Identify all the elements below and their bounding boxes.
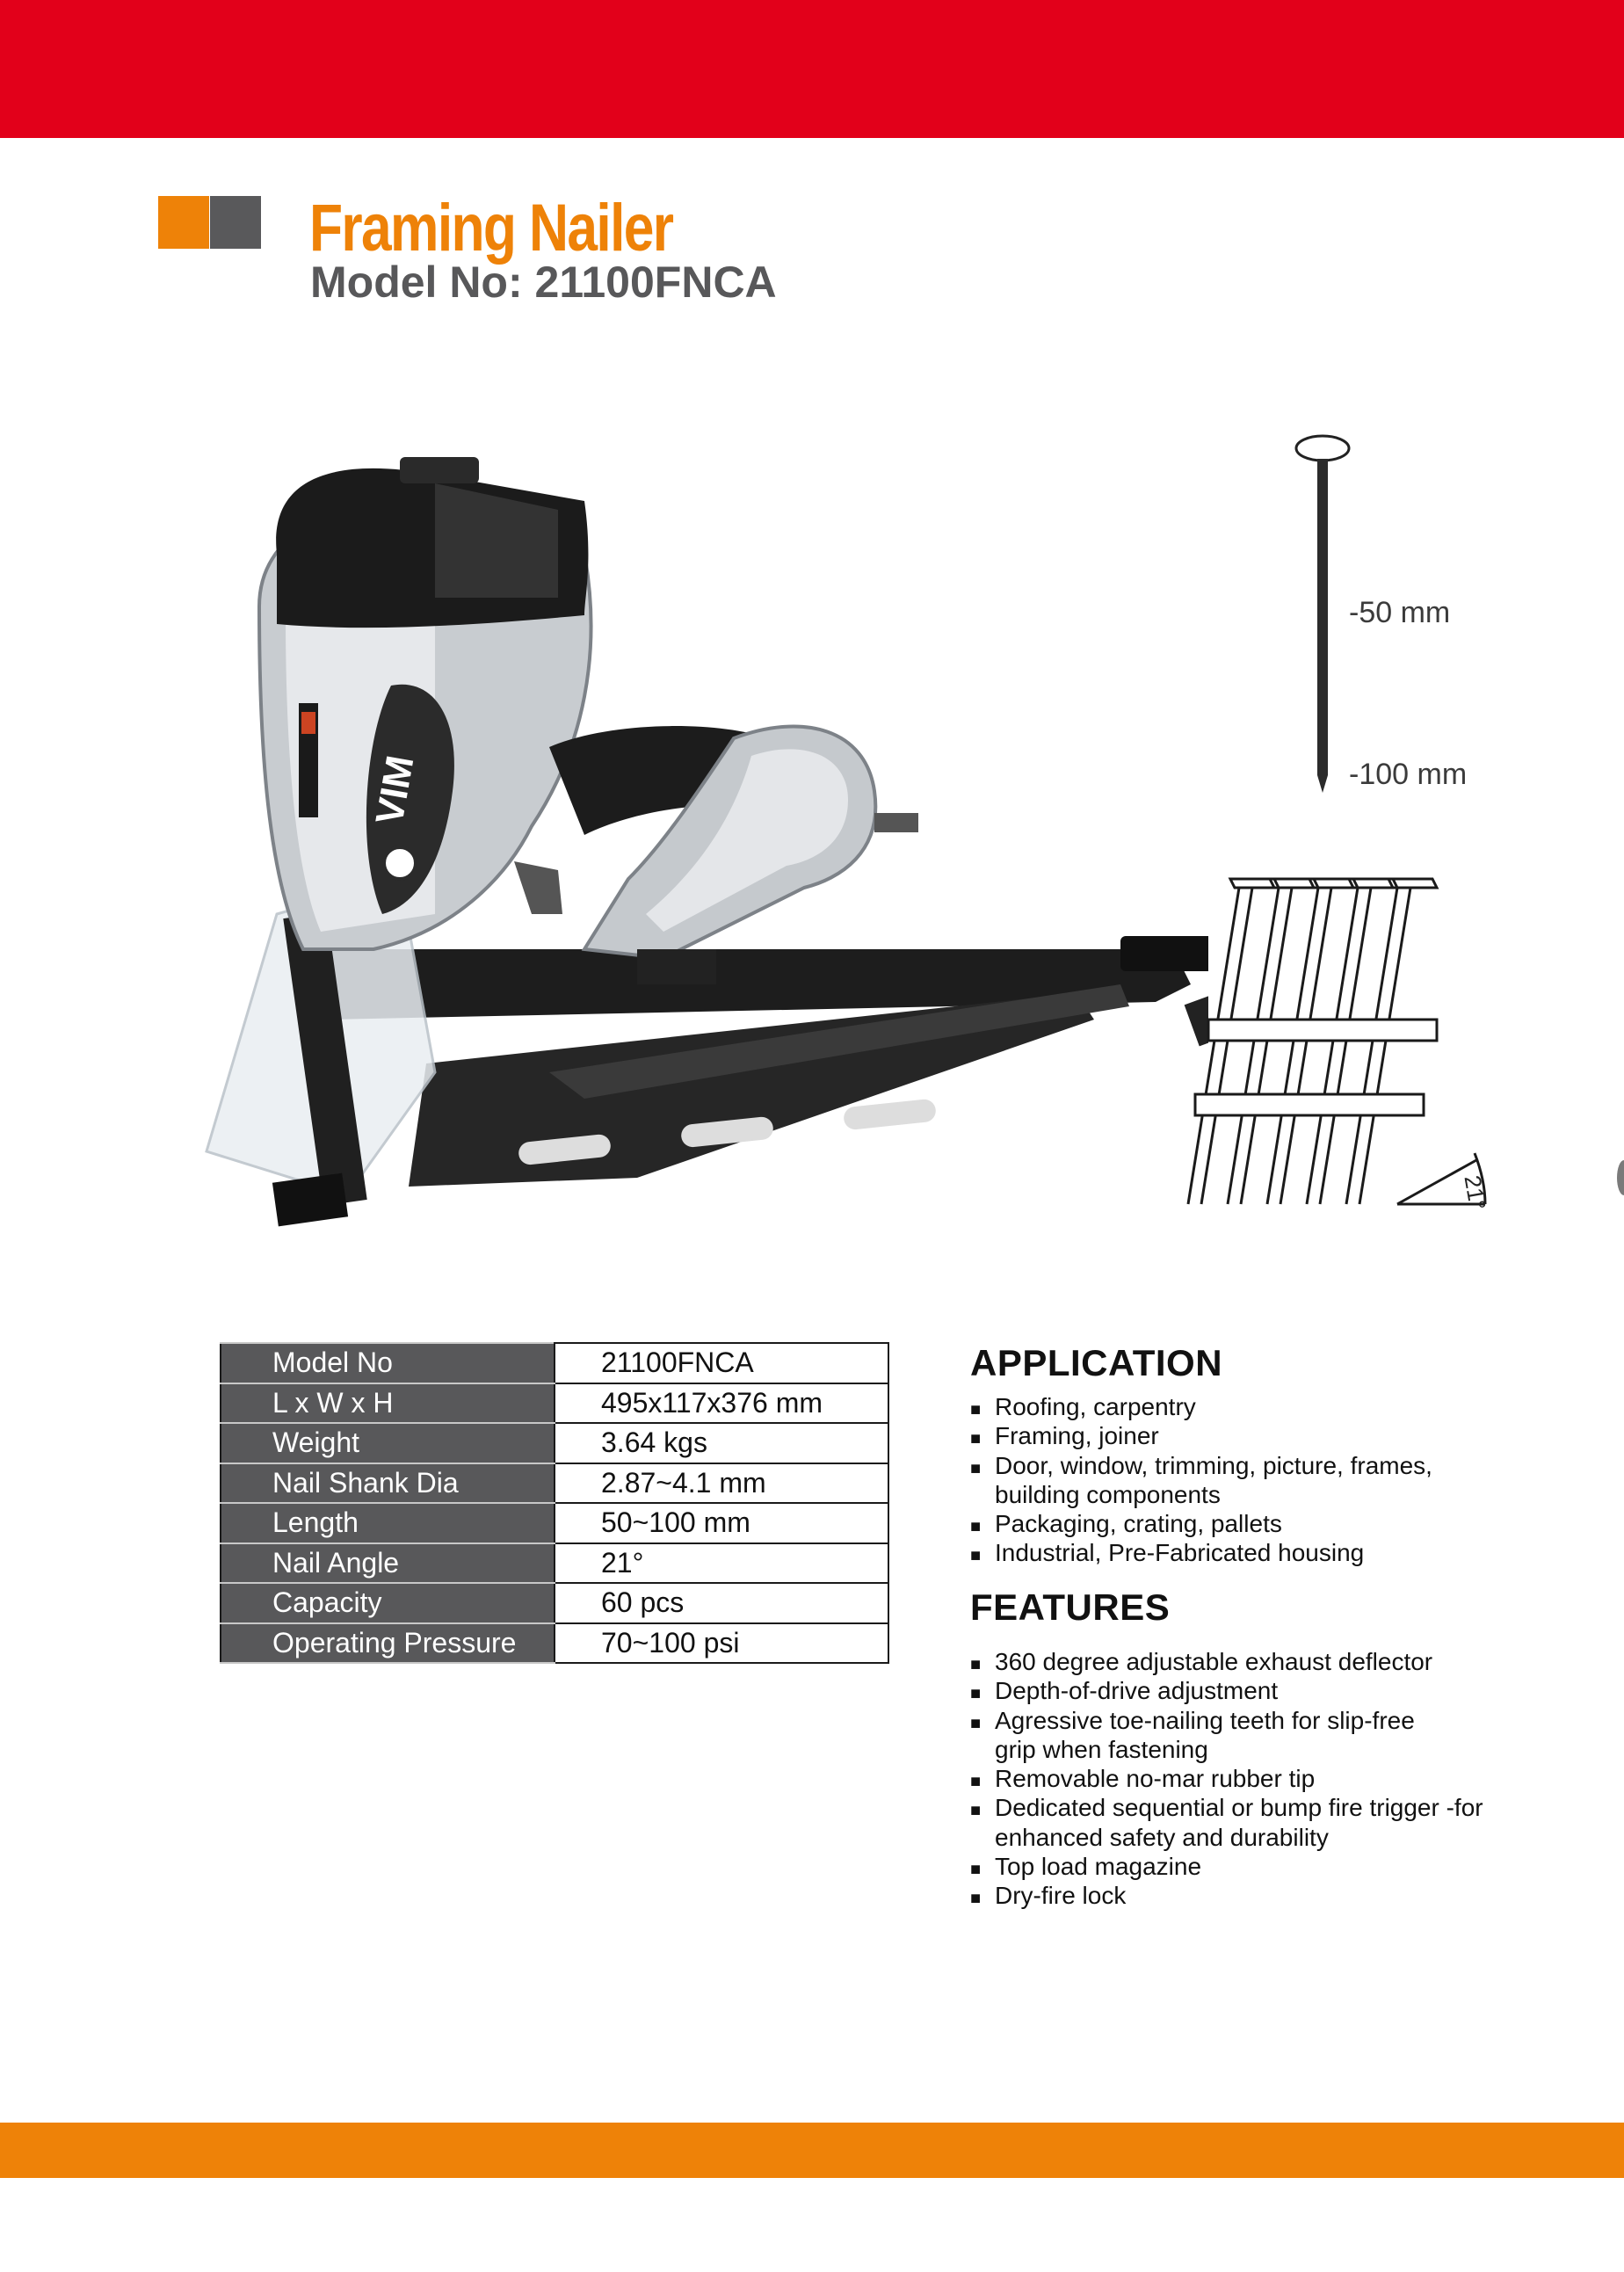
- features-heading: FEATURES: [970, 1586, 1171, 1628]
- collated-nail-strip-image: [1178, 870, 1547, 1222]
- list-item: ■ Dedicated sequential or bump fire trigger -for enhanced safety and durability: [970, 1793, 1483, 1852]
- nail-angle-label: 21°: [1459, 1173, 1491, 1212]
- table-row: [221, 1383, 888, 1424]
- spec-label: Nail Shank Dia: [221, 1463, 555, 1504]
- table-row: [221, 1623, 888, 1664]
- nail-length-50-label: -50 mm: [1349, 596, 1451, 629]
- list-item: ■ Door, window, trimming, picture, frames, building components: [970, 1451, 1432, 1510]
- list-item: ■ Agressive toe-nailing teeth for slip-free grip when fastening: [970, 1706, 1483, 1765]
- product-title: Framing Nailer: [309, 191, 673, 265]
- spec-label: Weight: [221, 1423, 555, 1463]
- table-row: [221, 1583, 888, 1623]
- spec-value: 495x117x376 mm: [555, 1383, 888, 1424]
- features-list: [970, 1647, 1483, 1911]
- application-list: [970, 1392, 1432, 1568]
- spec-value: 3.64 kgs: [555, 1423, 888, 1463]
- spec-value: 70~100 psi: [555, 1623, 888, 1664]
- table-row: [221, 1463, 888, 1504]
- list-item: ■ Top load magazine: [970, 1852, 1483, 1881]
- list-item: ■ 360 degree adjustable exhaust deflector: [970, 1647, 1483, 1676]
- edge-fragment: [1617, 1160, 1624, 1195]
- list-item: ■ Framing, joiner: [970, 1421, 1432, 1450]
- bottom-color-band: [0, 2123, 1624, 2178]
- table-row: [221, 1543, 888, 1584]
- table-row: [221, 1423, 888, 1463]
- list-item: ■ Removable no-mar rubber tip: [970, 1764, 1483, 1793]
- spec-value: 21100FNCA: [555, 1343, 888, 1383]
- spec-label: Operating Pressure: [221, 1623, 555, 1664]
- gray-square: [210, 196, 261, 249]
- spec-label: Model No: [221, 1343, 555, 1383]
- spec-value: 21°: [555, 1543, 888, 1584]
- list-item: ■ Depth-of-drive adjustment: [970, 1676, 1483, 1705]
- nail-length-100-label: -100 mm: [1349, 758, 1468, 791]
- spec-label: L x W x H: [221, 1383, 555, 1424]
- list-item: ■ Roofing, carpentry: [970, 1392, 1432, 1421]
- vim-logo-text: VIM: [367, 752, 423, 828]
- table-row: [221, 1503, 888, 1543]
- list-item: ■ Packaging, crating, pallets: [970, 1509, 1432, 1538]
- spec-value: 2.87~4.1 mm: [555, 1463, 888, 1504]
- spec-label: Nail Angle: [221, 1543, 555, 1584]
- spec-value: 50~100 mm: [555, 1503, 888, 1543]
- framing-nailer-image: [171, 457, 1208, 1248]
- list-item: ■ Industrial, Pre-Fabricated housing: [970, 1538, 1432, 1567]
- top-color-band: [0, 0, 1624, 138]
- spec-label: Length: [221, 1503, 555, 1543]
- spec-label: Capacity: [221, 1583, 555, 1623]
- title-marker-squares: [158, 196, 261, 249]
- table-row: [221, 1343, 888, 1383]
- model-number-line: Model No: 21100FNCA: [310, 258, 777, 307]
- list-item: ■ Dry-fire lock: [970, 1881, 1483, 1910]
- specification-table: [220, 1342, 889, 1664]
- orange-square: [158, 196, 209, 249]
- application-heading: APPLICATION: [970, 1342, 1223, 1383]
- spec-value: 60 pcs: [555, 1583, 888, 1623]
